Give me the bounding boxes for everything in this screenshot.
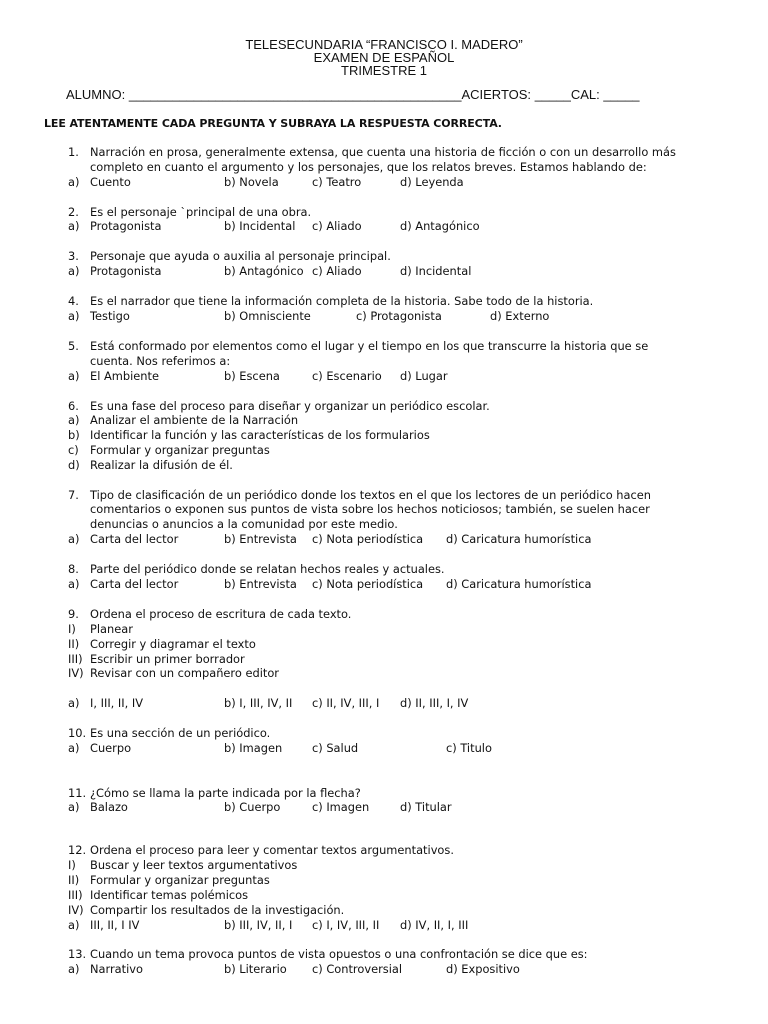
answer-option-a[interactable]: Protagonista (90, 264, 162, 278)
question-text: Personaje que ayuda o auxilia al personaje principal. (90, 249, 391, 263)
answer-marker: a) (68, 532, 80, 546)
cal-blank[interactable]: _____ (603, 87, 640, 102)
answer-option-c[interactable]: c) Escenario (312, 369, 382, 383)
step-marker: I) (68, 622, 76, 636)
answer-option-c[interactable]: c) Teatro (312, 175, 362, 189)
answer-option-b[interactable]: b) Entrevista (224, 532, 297, 546)
question-number: 8. (68, 562, 79, 576)
step-text: Compartir los resultados de la investigación. (90, 903, 345, 917)
question-text: Narración en prosa, generalmente extensa, que cuenta una historia de ficción o con un desarrollo más (90, 145, 676, 159)
answer-option-a[interactable]: Testigo (90, 309, 130, 323)
answer-option-a[interactable]: III, II, I IV (90, 918, 140, 932)
answer-option-d[interactable]: d) Leyenda (400, 175, 464, 189)
answer-option-c[interactable]: c) Imagen (312, 800, 370, 814)
answer-marker: a) (68, 264, 80, 278)
answer-option-c[interactable]: c) Controversial (312, 962, 403, 976)
answer-option-b[interactable]: b) Novela (224, 175, 279, 189)
instructions: LEE ATENTAMENTE CADA PREGUNTA Y SUBRAYA LA RESPUESTA CORRECTA. (44, 117, 502, 130)
term-label: TRIMESTRE 1 (341, 63, 427, 78)
answer-option-c[interactable]: c) Salud (312, 741, 359, 755)
alumno-blank[interactable]: ______________________________________________ (128, 87, 462, 102)
step-text: Escribir un primer borrador (90, 652, 245, 666)
question-number: 4. (68, 294, 79, 308)
answer-option-a[interactable]: Carta del lector (90, 577, 179, 591)
answer-option-b[interactable]: b) Omnisciente (224, 309, 311, 323)
answer-option-a[interactable]: Cuerpo (90, 741, 132, 755)
answer-option-d[interactable]: d) Titular (400, 800, 452, 814)
question-number: 10. (68, 726, 87, 740)
answer-option-a[interactable]: Analizar el ambiente de la Narración (90, 413, 299, 427)
step-marker: II) (68, 637, 80, 651)
question-text: comentarios o exponen sus puntos de vista sobre los hechos noticiosos; también, se suelen hacer (90, 502, 650, 516)
question-number: 7. (68, 488, 79, 502)
step-marker: I) (68, 858, 76, 872)
question-text: Es una fase del proceso para diseñar y organizar un periódico escolar. (90, 399, 490, 413)
step-text: Buscar y leer textos argumentativos (90, 858, 298, 872)
answer-option-a[interactable]: Balazo (90, 800, 128, 814)
answer-option-b[interactable]: Identificar la función y las características de los formularios (90, 428, 430, 442)
question-text: Ordena el proceso para leer y comentar textos argumentativos. (90, 843, 454, 857)
step-marker: III) (68, 652, 83, 666)
question-number: 9. (68, 607, 79, 621)
question-text: Es el narrador que tiene la información completa de la historia. Sabe todo de la historia. (90, 294, 594, 308)
question-number: 6. (68, 399, 79, 413)
question-text: ¿Cómo se llama la parte indicada por la flecha? (90, 786, 361, 800)
answer-option-d[interactable]: d) Caricatura humorística (446, 577, 592, 591)
step-marker: III) (68, 888, 83, 902)
answer-option-d[interactable]: d) IV, II, I, III (400, 918, 469, 932)
answer-option-d[interactable]: c) Titulo (446, 741, 492, 755)
step-text: Revisar con un compañero editor (90, 666, 279, 680)
step-text: Identificar temas polémicos (90, 888, 249, 902)
answer-option-b[interactable]: b) Entrevista (224, 577, 297, 591)
question-text: completo en cuanto el argumento y los personajes, que los relatos breves. Estamos hablando de: (90, 160, 647, 174)
student-info-line (66, 87, 706, 102)
answer-option-a[interactable]: Cuento (90, 175, 131, 189)
question-text: Es el personaje `principal de una obra. (90, 205, 312, 219)
answer-option-d[interactable]: d) Incidental (400, 264, 472, 278)
step-marker: IV) (68, 666, 84, 680)
step-marker: II) (68, 873, 80, 887)
question-text: cuenta. Nos referimos a: (90, 354, 231, 368)
answer-marker: a) (68, 309, 80, 323)
question-number: 1. (68, 145, 79, 159)
answer-option-b[interactable]: b) Imagen (224, 741, 283, 755)
answer-option-b[interactable]: b) Escena (224, 369, 280, 383)
answer-option-a[interactable]: Narrativo (90, 962, 143, 976)
answer-option-a[interactable]: El Ambiente (90, 369, 159, 383)
aciertos-blank[interactable]: _____ (534, 87, 571, 102)
answer-option-c[interactable]: c) Nota periodística (312, 577, 424, 591)
answer-option-d[interactable]: d) Expositivo (446, 962, 520, 976)
answer-option-d[interactable]: d) Lugar (400, 369, 448, 383)
question-number: 13. (68, 947, 87, 961)
answer-option-c[interactable]: c) Aliado (312, 264, 362, 278)
question-text: Tipo de clasificación de un periódico donde los textos en el que los lectores de un periódico hacen (90, 488, 651, 502)
answer-marker: a) (68, 175, 80, 189)
answer-marker: a) (68, 918, 80, 932)
answer-option-d[interactable]: d) II, III, I, IV (400, 696, 469, 710)
answer-option-a[interactable]: I, III, II, IV (90, 696, 144, 710)
question-text: denuncias o anuncios a la comunidad por este medio. (90, 517, 398, 531)
answer-option-d[interactable]: d) Externo (490, 309, 550, 323)
alumno-label: ALUMNO: (66, 87, 126, 102)
answer-option-c[interactable]: c) Protagonista (356, 309, 442, 323)
cal-label: CAL: (570, 87, 600, 102)
answer-option-b[interactable]: b) Literario (224, 962, 287, 976)
step-text: Formular y organizar preguntas (90, 873, 270, 887)
step-text: Corregir y diagramar el texto (90, 637, 256, 651)
answer-marker: b) (68, 428, 80, 442)
answer-option-b[interactable]: b) III, IV, II, I (224, 918, 293, 932)
answer-marker: a) (68, 741, 80, 755)
answer-option-c[interactable]: c) Nota periodística (312, 532, 424, 546)
answer-marker: a) (68, 696, 80, 710)
question-number: 5. (68, 339, 79, 353)
step-marker: IV) (68, 903, 84, 917)
question-text: Está conformado por elementos como el lugar y el tiempo en los que transcurre la historia que se (90, 339, 649, 353)
question-number: 2. (68, 205, 79, 219)
answer-marker: d) (68, 458, 80, 472)
question-number: 3. (68, 249, 79, 263)
answer-option-d[interactable]: d) Caricatura humorística (446, 532, 592, 546)
question-number: 12. (68, 843, 87, 857)
answer-option-b[interactable]: b) Antagónico (224, 264, 304, 278)
answer-marker: a) (68, 800, 80, 814)
answer-option-d[interactable]: d) Antagónico (400, 219, 480, 233)
answer-option-b[interactable]: b) Cuerpo (224, 800, 281, 814)
answer-option-a[interactable]: Carta del lector (90, 532, 179, 546)
answer-marker: a) (68, 577, 80, 591)
answer-option-d[interactable]: Realizar la difusión de él. (90, 458, 233, 472)
answer-option-c[interactable]: c) I, IV, III, II (312, 918, 380, 932)
answer-option-b[interactable]: b) I, III, IV, II (224, 696, 293, 710)
aciertos-label: ACIERTOS: (461, 87, 532, 102)
answer-option-c[interactable]: Formular y organizar preguntas (90, 443, 270, 457)
answer-marker: a) (68, 219, 80, 233)
exam-title: EXAMEN DE ESPAÑOL (313, 50, 455, 65)
question-text: Parte del periódico donde se relatan hechos reales y actuales. (90, 562, 445, 576)
answer-option-b[interactable]: b) Incidental (224, 219, 296, 233)
answer-marker: c) (68, 443, 79, 457)
answer-marker: a) (68, 369, 80, 383)
step-text: Planear (90, 622, 133, 636)
answer-option-a[interactable]: Protagonista (90, 219, 162, 233)
question-text: Ordena el proceso de escritura de cada texto. (90, 607, 352, 621)
question-text: Es una sección de un periódico. (90, 726, 271, 740)
school-name: TELESECUNDARIA “FRANCISCO I. MADERO” (245, 37, 523, 52)
answer-marker: a) (68, 413, 80, 427)
answer-option-c[interactable]: c) Aliado (312, 219, 362, 233)
answer-marker: a) (68, 962, 80, 976)
question-text: Cuando un tema provoca puntos de vista opuestos o una confrontación se dice que es: (90, 947, 588, 961)
answer-option-c[interactable]: c) II, IV, III, I (312, 696, 380, 710)
question-number: 11. (68, 786, 87, 800)
